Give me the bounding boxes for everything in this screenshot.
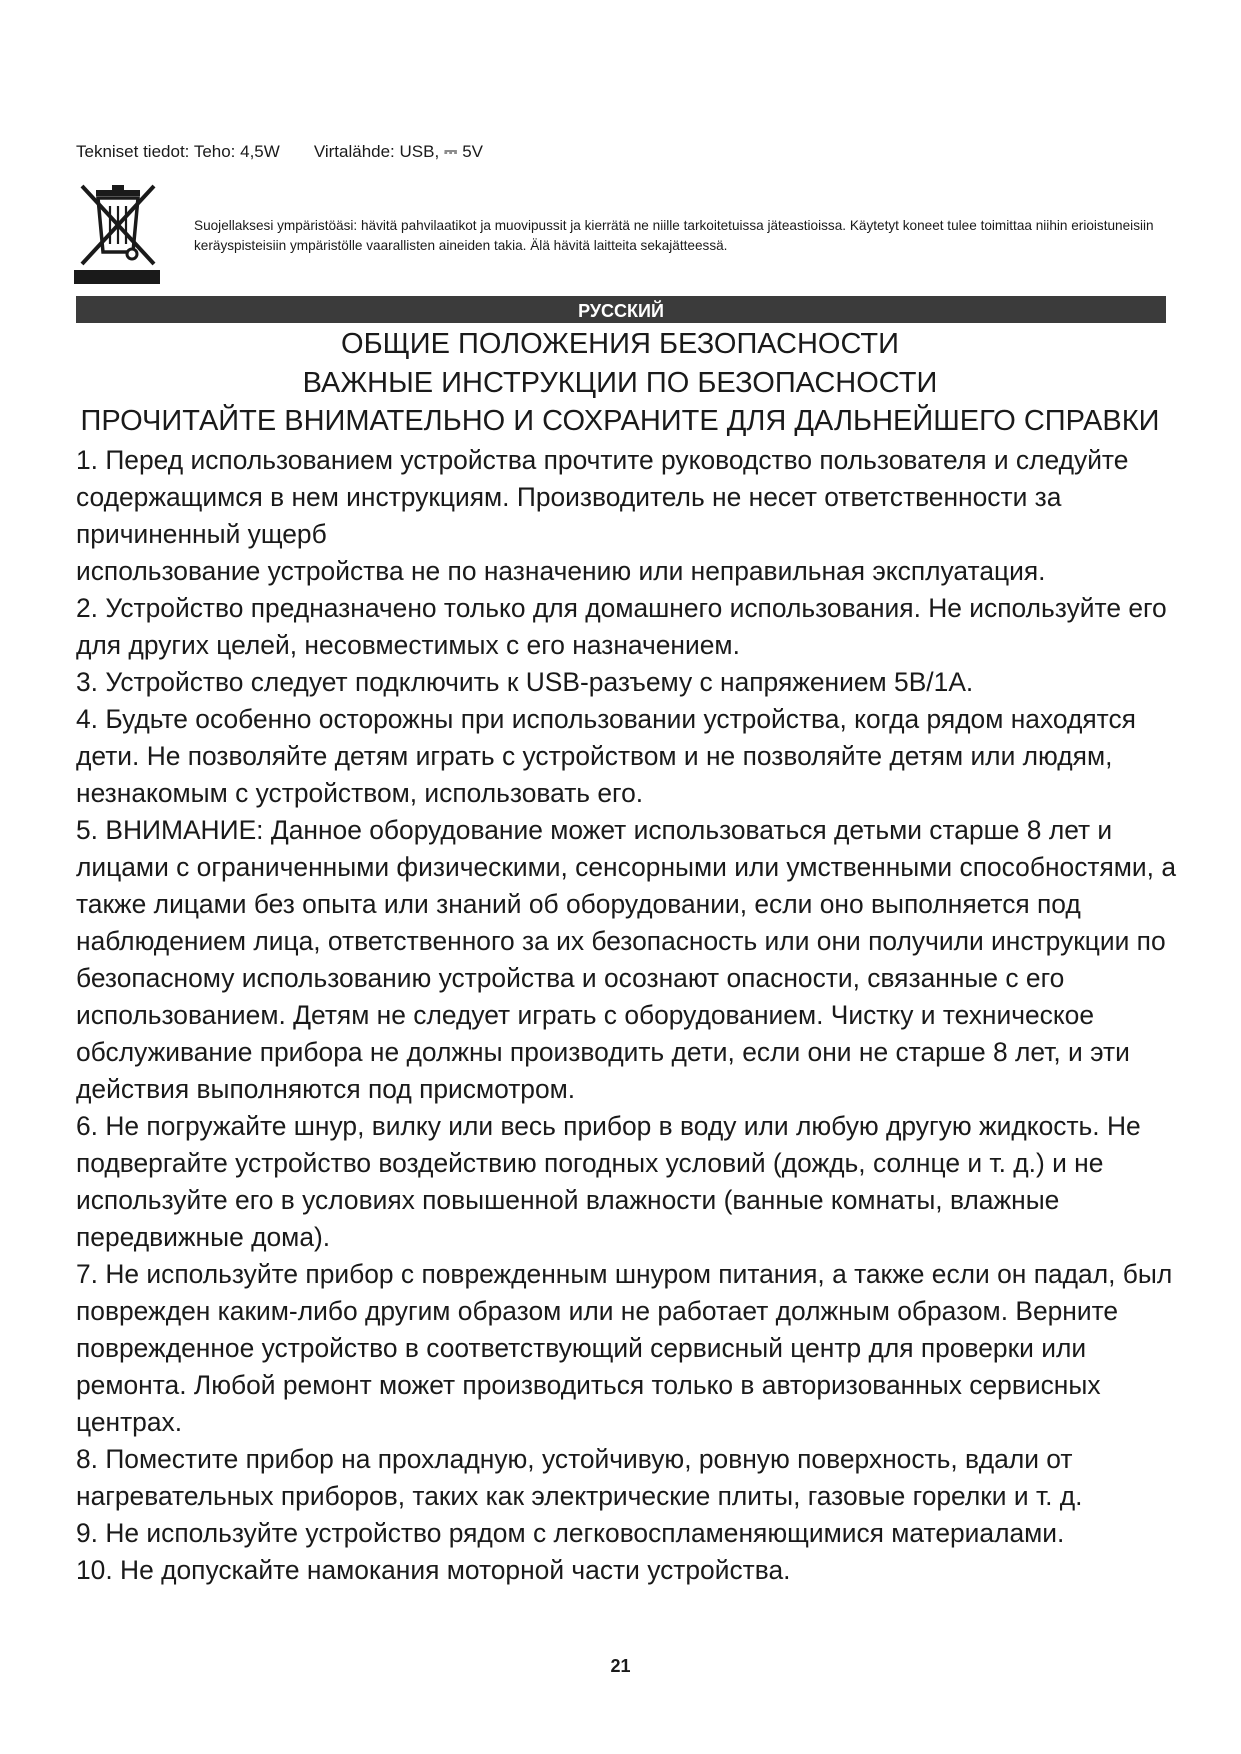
language-section-bar: РУССКИЙ [76, 296, 1166, 323]
technical-specs [76, 142, 483, 162]
instruction-item: 6. Не погружайте шнур, вилку или весь прибор в воду или любую другую жидкость. Не подвергайте устройство воздействию погодных условий (дождь, солнце и т. д.) и не используйте его в условиях повышенной влажности (ванные комнаты, влажные передвижные дома). [76, 1111, 1141, 1252]
instruction-item: 1. Перед использованием устройства прочтите руководство пользователя и следуйте содержащимся в нем инструкциям. Производитель не несет ответственности за причиненный ущерб [76, 445, 1129, 549]
instruction-item: 4. Будьте особенно осторожны при использовании устройства, когда рядом находятся дети. Не позволяйте детям играть с устройством и не позволяйте детям или людям, незнакомым с устройством, использовать его. [76, 704, 1136, 808]
instruction-item: 3. Устройство следует подключить к USB-разъему с напряжением 5В/1А. [76, 667, 974, 697]
instruction-item: 8. Поместите прибор на прохладную, устойчивую, ровную поверхность, вдали от нагревательных приборов, таких как электрические плиты, газовые горелки и т. д. [76, 1444, 1083, 1511]
safety-instructions-list [76, 442, 1176, 1589]
specs-power: Tekniset tiedot: Teho: 4,5W [76, 142, 280, 161]
heading-general-safety: ОБЩИЕ ПОЛОЖЕНИЯ БЕЗОПАСНОСТИ [341, 328, 899, 360]
instruction-item: 9. Не используйте устройство рядом с легковоспламеняющимися материалами. [76, 1518, 1065, 1548]
environment-notice: Suojellaksesi ympäristöäsi: hävitä pahvilaatikot ja muovipussit ja kierrätä ne niille tarkoitetuissa jäteastioissa. Käytetyt koneet tulee toimittaa niihin erioistuneisiin keräyspisteisiin ympäristölle vaarallisten aineiden takia. Älä hävitä laitteita sekajätteessä. [194, 218, 1154, 253]
crossed-out-wheelie-bin-icon [74, 180, 160, 286]
instruction-item: 10. Не допускайте намокания моторной части устройства. [76, 1555, 791, 1585]
heading-important-instructions: ВАЖНЫЕ ИНСТРУКЦИИ ПО БЕЗОПАСНОСТИ [302, 367, 938, 399]
specs-supply: Virtalähde: USB, ⎓ 5V [313, 142, 483, 161]
page-number: 21 [610, 1656, 631, 1676]
instruction-item: 2. Устройство предназначено только для домашнего использования. Не используйте его для других целей, несовместимых с его назначением. [76, 593, 1167, 660]
instruction-item: 5. ВНИМАНИЕ: Данное оборудование может использоваться детьми старше 8 лет и лицами с ограниченными физическими, сенсорными или умственными способностями, а также лицами без опыта или знаний об оборудовании, если оно выполняется под наблюдением лица, ответственного за их безопасность или они получили инструкции по безопасному использованию устройства и осознают опасности, связанные с его использованием. Детям не следует играть с оборудованием. Чистку и техническое обслуживание прибора не должны производить дети, если они не старше 8 лет, и эти действия выполняются под присмотром. [76, 815, 1176, 1104]
instruction-item: использование устройства не по назначению или неправильная эксплуатация. [76, 556, 1046, 586]
instruction-item: 7. Не используйте прибор с поврежденным шнуром питания, а также если он падал, был поврежден каким-либо другим образом или не работает должным образом. Верните поврежденное устройство в соответствующий сервисный центр для проверки или ремонта. Любой ремонт может производиться только в авторизованных сервисных центрах. [76, 1259, 1173, 1437]
heading-read-and-keep: ПРОЧИТАЙТЕ ВНИМАТЕЛЬНО И СОХРАНИТЕ ДЛЯ ДАЛЬНЕЙШЕГО СПРАВКИ [80, 405, 1160, 437]
